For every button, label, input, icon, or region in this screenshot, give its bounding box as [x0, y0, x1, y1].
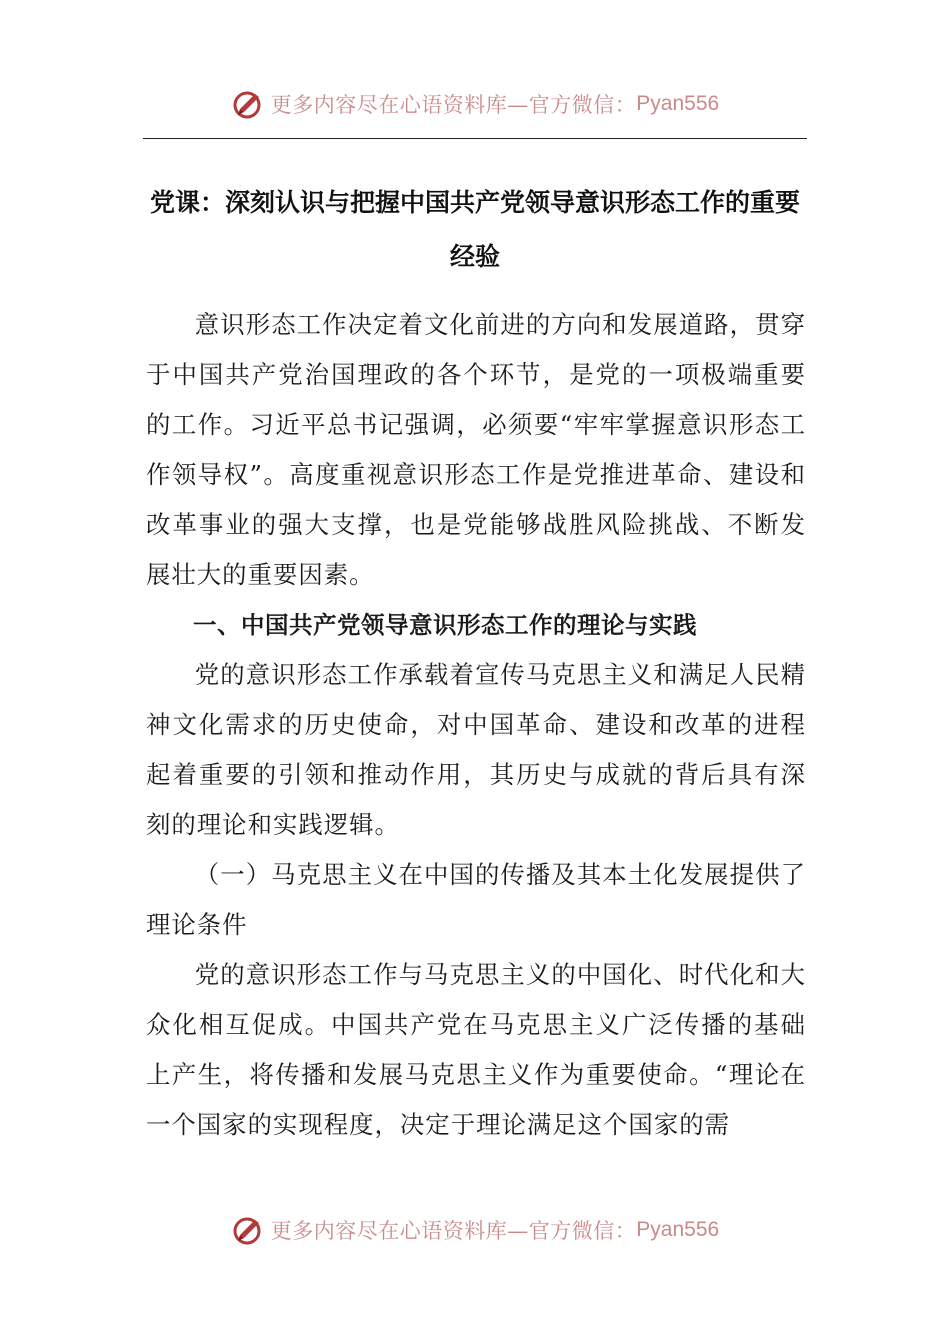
footer-banner	[0, 1210, 950, 1250]
footer-banner-text: 更多内容尽在心语资料库—官方微信：	[270, 1219, 637, 1243]
pen-circle-logo-icon	[231, 87, 265, 121]
paragraph-section-1: 党的意识形态工作承载着宣传马克思主义和满足人民精神文化需求的历史使命，对中国革命、建设和改革的进程起着重要的引领和推动作用，其历史与成就的背后具有深刻的理论和实践逻辑。	[146, 660, 806, 839]
document-title: 党课：深刻认识与把握中国共产党领导意识形态工作的重要经验	[149, 188, 800, 271]
header-banner-text: 更多内容尽在心语资料库—官方微信：	[270, 93, 637, 117]
footer-wechat-id: Pyan556	[636, 1218, 720, 1241]
header-divider	[143, 138, 807, 139]
section-heading-1: 一、中国共产党领导意识形态工作的理论与实践	[193, 611, 697, 639]
header-wechat-id: Pyan556	[636, 92, 720, 115]
pen-circle-logo-icon	[231, 1213, 265, 1247]
paragraph-subsection-1: 党的意识形态工作与马克思主义的中国化、时代化和大众化相互促成。中国共产党在马克思主义广泛传播的基础上产生，将传播和发展马克思主义作为重要使命。“理论在一个国家的实现程度，决定于理论满足这个国家的需	[146, 960, 806, 1139]
paragraph-intro: 意识形态工作决定着文化前进的方向和发展道路，贯穿于中国共产党治国理政的各个环节，是党的一项极端重要的工作。习近平总书记强调，必须要“牢牢掌握意识形态工作领导权”。高度重视意识形态工作是党推进革命、建设和改革事业的强大支撑，也是党能够战胜风险挑战、不断发展壮大的重要因素。	[146, 310, 806, 589]
subsection-heading-1: （一）马克思主义在中国的传播及其本土化发展提供了理论条件	[146, 860, 806, 939]
header-banner	[0, 84, 950, 124]
document-body	[146, 300, 806, 1150]
